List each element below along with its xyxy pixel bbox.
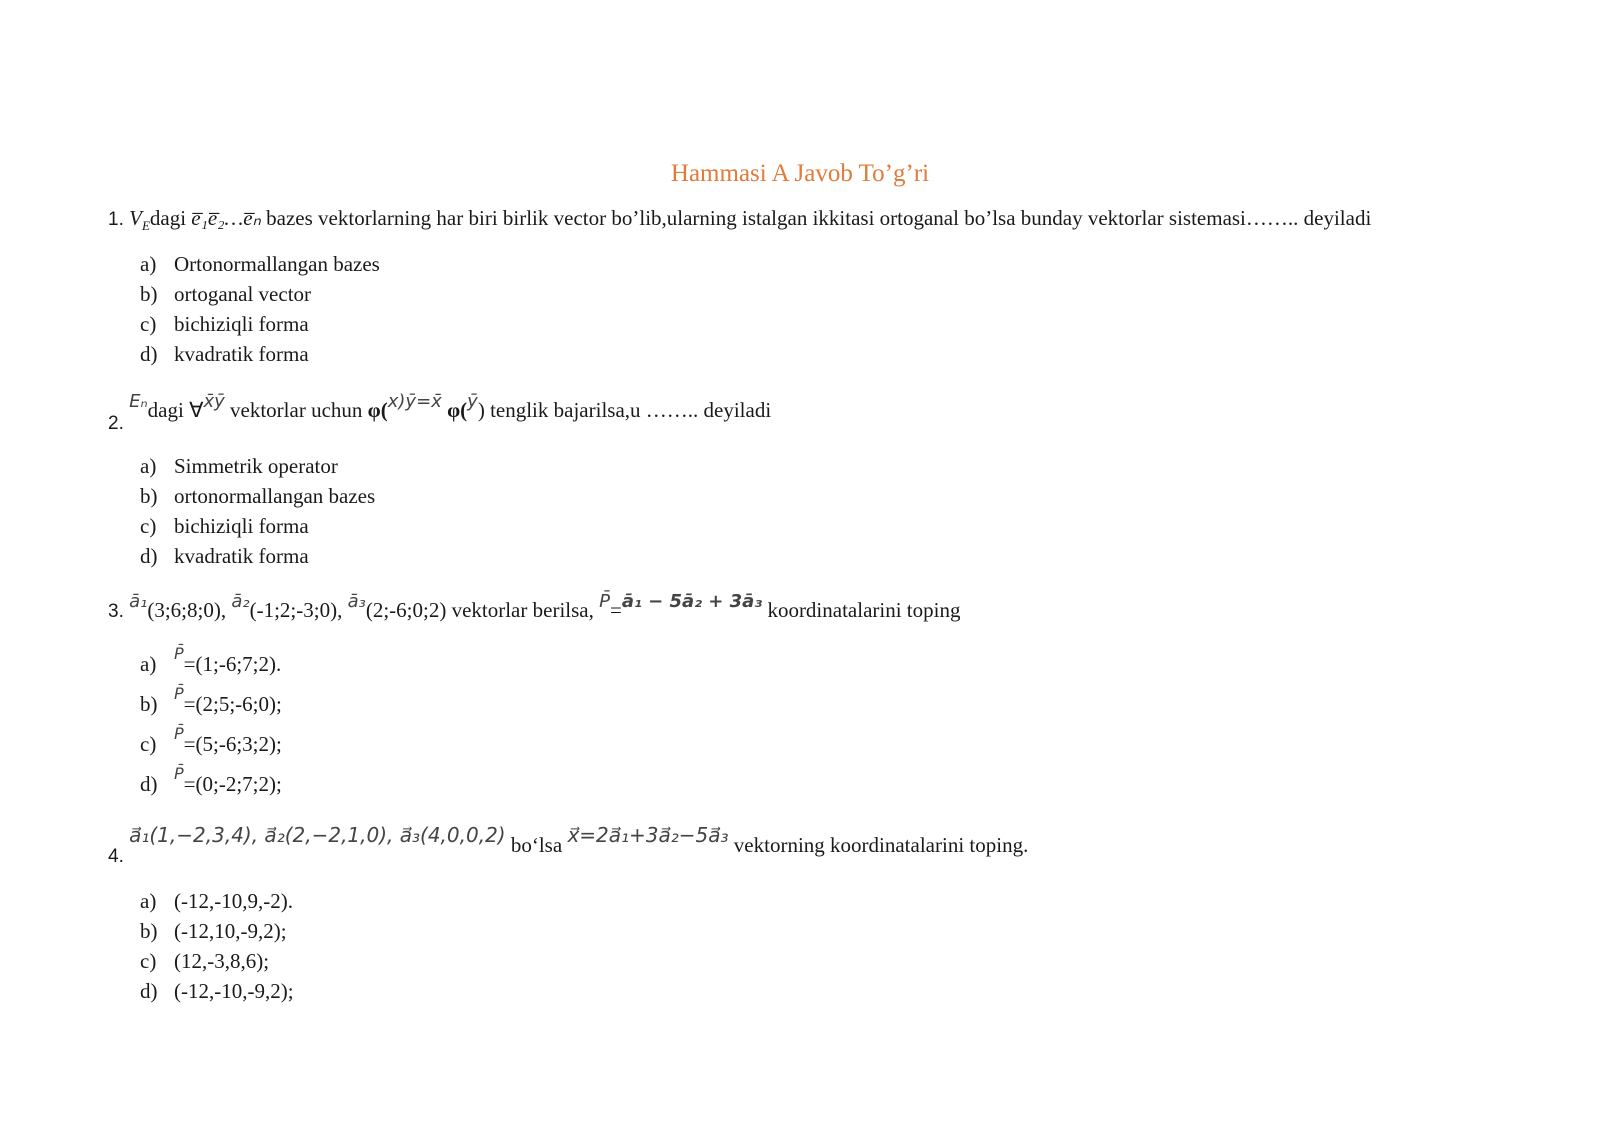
question-text: (-1;2;-3;0), (249, 598, 343, 622)
options-list (140, 249, 380, 369)
option-label: b) (140, 282, 158, 306)
math-expr: x⃗=2a⃗₁+3a⃗₂−5a⃗₃ (567, 823, 729, 847)
math-expr: ā₁ − 5ā₂ + 3ā₃ (621, 591, 763, 612)
option-text: =(5;-6;3;2); (183, 732, 282, 756)
question-number: 1. (108, 209, 124, 230)
option-label: a) (140, 889, 157, 913)
question-text: koordinatalarini toping (767, 598, 961, 622)
math-xy: x̄ȳ (203, 391, 225, 412)
phi-symbol: φ( (447, 398, 468, 422)
option-text: =(0;-2;7;2); (183, 772, 282, 796)
math-p: P̄ (599, 591, 610, 612)
question-number: 3. (108, 601, 124, 622)
math-p: P̄ (174, 724, 184, 743)
math-p: P̄ (174, 764, 184, 783)
option-text: Simmetrik operator (174, 454, 338, 478)
option-text: bichiziqli forma (174, 312, 309, 336)
option-item (140, 511, 375, 541)
math-en: Eₙ (129, 391, 148, 412)
question-4 (108, 823, 1029, 867)
option-label: a) (140, 652, 157, 676)
option-label: a) (140, 454, 157, 478)
option-item (140, 481, 375, 511)
math-basis: e̅₁e̅₂…e̅ₙ (191, 206, 261, 230)
options-list (140, 886, 294, 1006)
option-text: ortoganal vector (174, 282, 312, 306)
option-label: c) (140, 514, 157, 538)
question-text: dagi (149, 206, 187, 230)
option-item (140, 279, 380, 309)
option-text: bichiziqli forma (174, 514, 309, 538)
math-a2: ā₂ (231, 591, 250, 612)
option-label: c) (140, 732, 157, 756)
question-text: bo‘lsa (510, 833, 563, 857)
option-item (140, 946, 294, 976)
option-item (140, 722, 282, 762)
option-label: b) (140, 692, 158, 716)
page-title: Hammasi A Javob To’g’ri (670, 160, 930, 187)
option-text: (-12,-10,9,-2). (174, 889, 293, 913)
question-number: 2. (108, 413, 124, 434)
option-text: (-12,-10,-9,2); (174, 979, 294, 1003)
option-item (140, 339, 380, 369)
question-2 (108, 391, 772, 434)
option-item (140, 886, 294, 916)
options-list (140, 451, 375, 571)
options-list (140, 642, 282, 802)
equals-sign: = (609, 598, 622, 622)
math-expr: ȳ (467, 391, 478, 412)
option-text: kvadratik forma (174, 342, 309, 366)
option-label: d) (140, 772, 158, 796)
question-3 (108, 591, 961, 623)
option-item (140, 541, 375, 571)
option-label: d) (140, 979, 158, 1003)
option-label: a) (140, 252, 157, 276)
option-item (140, 249, 380, 279)
option-item (140, 762, 282, 802)
math-a1: ā₁ (129, 591, 148, 612)
option-item (140, 682, 282, 722)
option-text: kvadratik forma (174, 544, 309, 568)
option-item (140, 976, 294, 1006)
option-text: ortonormallangan bazes (174, 484, 376, 508)
option-label: c) (140, 312, 157, 336)
option-item (140, 309, 380, 339)
option-item (140, 642, 282, 682)
question-text: vektorning koordinatalarini toping. (733, 833, 1029, 857)
question-text: (3;6;8;0), (147, 598, 227, 622)
option-text: =(1;-6;7;2). (183, 652, 282, 676)
question-number: 4. (108, 846, 124, 867)
math-v: V (129, 206, 142, 230)
phi-symbol: φ( (367, 398, 388, 422)
option-text: (-12,10,-9,2); (174, 919, 287, 943)
question-text: dagi ∀ (147, 398, 204, 422)
math-p: P̄ (174, 644, 184, 663)
option-item (140, 451, 375, 481)
option-label: c) (140, 949, 157, 973)
math-vectors: a⃗₁(1,−2,3,4), a⃗₂(2,−2,1,0), a⃗₃(4,0,0,2) (129, 823, 506, 847)
question-1 (108, 206, 1371, 234)
math-a3: ā₃ (347, 591, 366, 612)
math-p: P̄ (174, 684, 184, 703)
option-label: b) (140, 484, 158, 508)
option-label: b) (140, 919, 158, 943)
option-text: =(2;5;-6;0); (183, 692, 282, 716)
option-text: Ortonormallangan bazes (174, 252, 380, 276)
option-item (140, 916, 294, 946)
math-expr: x)ȳ=x̄ (387, 391, 442, 412)
question-text: bazes vektorlarning har biri birlik vector bo’lib,ularning istalgan ikkitasi ortoganal bo’lsa bunday vektorlar sistemasi…….. deyiladi (266, 206, 1372, 230)
question-text: ) tenglik bajarilsa,u …….. deyiladi (477, 398, 772, 422)
option-text: (12,-3,8,6); (174, 949, 270, 973)
question-text: vektorlar uchun (230, 398, 363, 422)
math-sub: E (141, 218, 150, 234)
option-label: d) (140, 342, 158, 366)
question-text: (2;-6;0;2) vektorlar berilsa, (365, 598, 594, 622)
option-label: d) (140, 544, 158, 568)
